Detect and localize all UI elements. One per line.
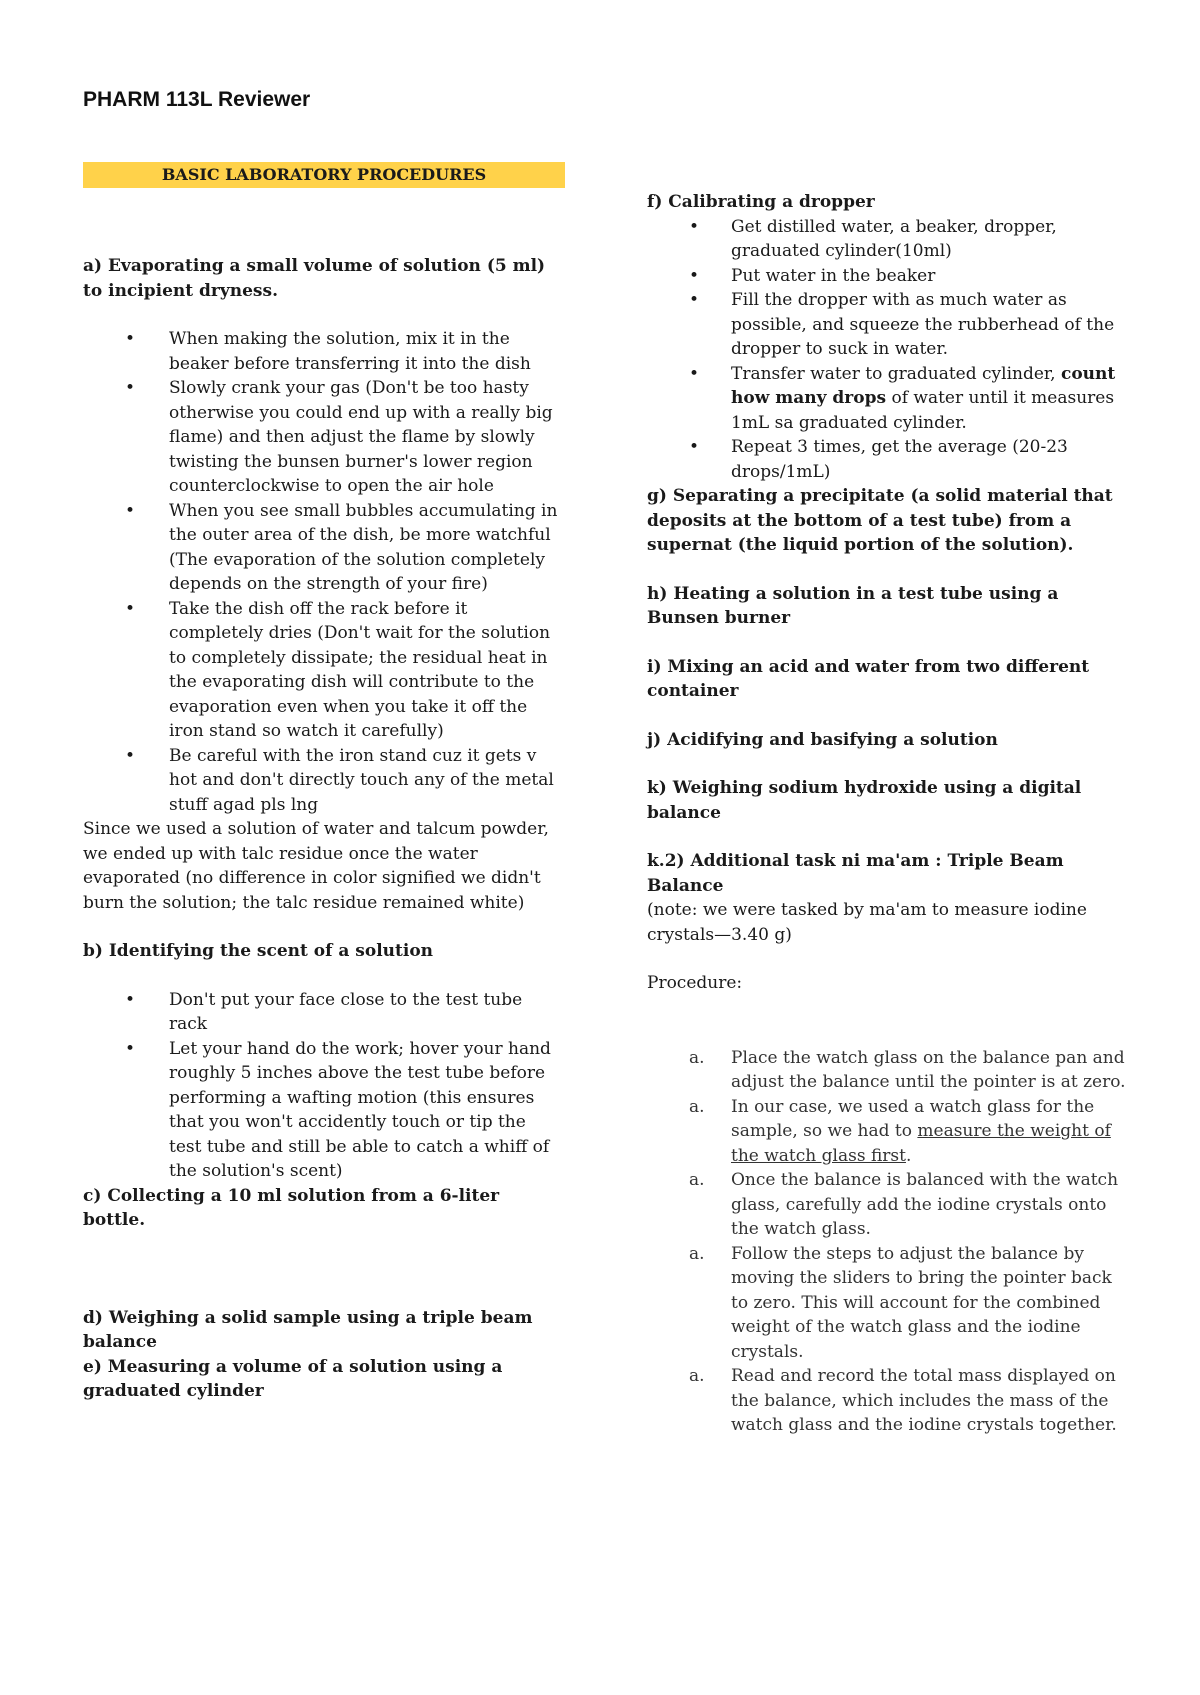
step-item: a. Once the balance is balanced with the watch glass, carefully add the iodine crystals onto the watch glass. [647,1168,1127,1242]
step-item: a. Follow the steps to adjust the balance by moving the sliders to bring the pointer back to zero. This will account for the combined weight of the watch glass and the iodine crystals. [647,1242,1127,1365]
heading-h: h) Heating a solution in a test tube using a Bunsen burner [647,583,1059,628]
heading-f: f) Calibrating a dropper [647,192,875,212]
list-item: • Slowly crank your gas (Don't be too hasty otherwise you could end up with a really big flame) and then adjust the flame by slowly twisting the bunsen burner's lower region counterclockwise to open the air hole [83,376,563,499]
step-text: . [905,1145,912,1166]
heading-b: b) Identifying the scent of a solution [83,941,434,961]
heading-d: d) Weighing a solid sample using a triple beam balance [83,1307,533,1352]
heading-j: j) Acidifying and basifying a solution [647,729,998,750]
heading-e: e) Measuring a volume of a solution using a graduated cylinder [83,1356,503,1401]
step-underlined-text: measure the weight of the watch glass first [731,1121,1111,1166]
document-title: PHARM 113L Reviewer [83,88,311,111]
list-item: • Put water in the beaker [647,264,1127,289]
list-f [647,215,1127,485]
note-a: Since we used a solution of water and talcum powder, we ended up with talc residue once the water evaporated (no difference in color signified we didn't burn the solution; the talc residue remained white) [83,819,549,913]
list-item: • Get distilled water, a beaker, dropper, graduated cylinder(10ml) [647,215,1127,264]
section-header: BASIC LABORATORY PROCEDURES [83,162,565,188]
heading-k2: k.2) Additional task ni ma'am : Triple Beam Balance [647,851,1064,896]
heading-a: a) Evaporating a small volume of solution (5 ml) to incipient dryness. [83,256,546,301]
list-item: • When making the solution, mix it in the beaker before transferring it into the dish [83,327,563,376]
list-a [83,327,563,817]
heading-i: i) Mixing an acid and water from two different container [647,656,1090,701]
left-column [83,254,563,1404]
list-b [83,988,563,1184]
list-item-text: Transfer water to graduated cylinder, [731,363,1061,384]
procedure-label: Procedure: [647,973,743,993]
note-k2: (note: we were tasked by ma'am to measure iodine crystals—3.40 g) [647,900,1087,945]
list-item-emphasis: count how many drops [731,363,1116,408]
list-item: • Be careful with the iron stand cuz it gets v hot and don't directly touch any of the metal stuff agad pls lng [83,744,563,818]
right-column [647,190,1127,1438]
list-item: • Repeat 3 times, get the average (20-23 drops/1mL) [647,435,1127,484]
procedure-steps [647,1046,1127,1438]
list-item: • Don't put your face close to the test tube rack [83,988,563,1037]
heading-k: k) Weighing sodium hydroxide using a digital balance [647,778,1082,823]
list-item: • Take the dish off the rack before it completely dries (Don't wait for the solution to completely dissipate; the residual heat in the evaporating dish will contribute to the evaporation even when you take it off the iron stand so watch it carefully) [83,597,563,744]
step-item: a. Place the watch glass on the balance pan and adjust the balance until the pointer is at zero. [647,1046,1127,1095]
list-item-text: of water until it measures 1mL sa graduated cylinder. [731,388,1115,433]
step-item: a. Read and record the total mass displayed on the balance, which includes the mass of the watch glass and the iodine crystals together. [647,1364,1127,1438]
list-item: • Fill the dropper with as much water as possible, and squeeze the rubberhead of the dropper to suck in water. [647,288,1127,362]
heading-c: c) Collecting a 10 ml solution from a 6-liter bottle. [83,1185,500,1230]
step-text: In our case, we used a watch glass for the sample, so we had to [731,1096,1095,1141]
step-item [647,1095,1127,1169]
list-item: • When you see small bubbles accumulating in the outer area of the dish, be more watchful (The evaporation of the solution completely depends on the strength of your fire) [83,499,563,597]
list-item: • Let your hand do the work; hover your hand roughly 5 inches above the test tube before performing a wafting motion (this ensures that you won't accidently touch or tip the test tube and still be able to catch a whiff of the solution's scent) [83,1037,563,1184]
heading-g: g) Separating a precipitate (a solid material that deposits at the bottom of a test tube) from a supernat (the liquid portion of the solution). [647,486,1113,555]
list-item [647,362,1127,436]
